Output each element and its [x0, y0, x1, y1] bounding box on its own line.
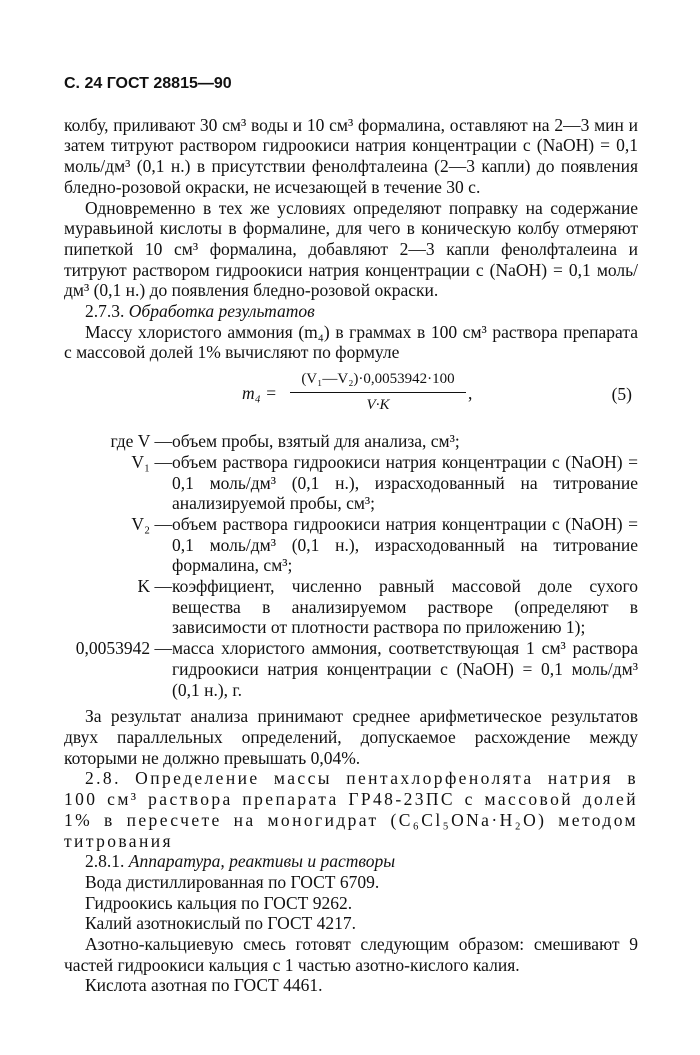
paragraph-result: За результат анализа принимают среднее арифметическое результатов двух параллельных определений, допускаемое расхождение между которыми не должно превышать 0,04%.	[64, 706, 638, 768]
formula-denominator: V·K	[366, 396, 390, 413]
page-header: С. 24 ГОСТ 28815—90	[64, 75, 232, 92]
section-number: 2.8.1.	[85, 851, 125, 872]
definition-desc: коэффициент, численно равный массовой доле сухого вещества в анализируемом растворе (определяют в зависимости от плотности раствора по приложению 1);	[172, 576, 638, 638]
formula-lhs: m₄ =	[242, 383, 277, 404]
definition-item	[64, 638, 638, 700]
definition-desc: объем раствора гидроокиси натрия концентрации c (NaOH) = 0,1 моль/дм³ (0,1 н.), израсходованный на титрование формалина, см³;	[172, 513, 638, 576]
section-2-8-1-heading	[64, 851, 638, 872]
list-item-water: Вода дистиллированная по ГОСТ 6709.	[85, 871, 380, 892]
formula-comma: ,	[468, 383, 473, 404]
definition-item	[64, 576, 638, 638]
list-item-potassium-nitrate: Калий азотнокислый по ГОСТ 4217.	[85, 913, 357, 934]
section-title: Аппаратура, реактивы и растворы	[128, 851, 396, 872]
formula-fraction	[290, 369, 466, 415]
definition-term: V₁ —	[131, 451, 172, 472]
formula-definitions	[64, 431, 638, 700]
formula-numerator: (V₁—V₂)·0,0053942·100	[290, 369, 466, 393]
definition-desc: объем пробы, взятый для анализа, см³;	[172, 431, 460, 452]
list-item-calcium-hydroxide: Гидроокись кальция по ГОСТ 9262.	[85, 892, 353, 913]
definition-item	[64, 514, 638, 576]
definition-term: V₂ —	[131, 513, 172, 534]
paragraph-nitrate-calcium-mix: Азотно-кальциевую смесь готовят следующим образом: смешивают 9 частей гидроокиси кальция с 1 частью азотно-кислого калия.	[64, 934, 638, 975]
section-2-8-heading: 2.8. Определение массы пентахлорфенолята натрия в 100 см³ раствора препарата ГР48-23ПС с массовой долей 1% в пересчете на моногидрат (C₆Cl₅ONa·H₂O) методом титрования	[64, 768, 638, 851]
paragraph-formic-acid-correction: Одновременно в тех же условиях определяют поправку на содержание муравьиной кислоты в формалине, для чего в коническую колбу отмеряют пипеткой 10 см³ формалина, добавляют 2—3 капли фенолфталеина и титруют раствором гидроокиси натрия концентрации c (NaOH) = 0,1 моль/дм³ (0,1 н.) до появления бледно-розовой окраски.	[64, 197, 638, 301]
paragraph-titration: колбу, приливают 30 см³ воды и 10 см³ формалина, оставляют на 2—3 мин и затем титруют раствором гидроокиси натрия концентрации c (NaOH) = 0,1 моль/дм³ (0,1 н.) в присутствии фенолфталеина (2—3 капли) до появления бледно-розовой окраски, не исчезающей в течение 30 с.	[64, 114, 638, 197]
section-title: Обработка результатов	[128, 301, 315, 322]
section-number: 2.7.3.	[85, 301, 125, 322]
definition-term: K —	[137, 576, 172, 597]
definition-term: 0,0053942 —	[75, 638, 172, 659]
formula-5	[64, 365, 638, 427]
definition-desc: объем раствора гидроокиси натрия концентрации c (NaOH) = 0,1 моль/дм³ (0,1 н.), израсходованный на титрование анализируемой пробы, см³;	[172, 451, 638, 514]
paragraph-mass-formula-intro: Массу хлористого аммония (m₄) в граммах в 100 см³ раствора препарата с массовой долей 1% вычисляют по формуле	[64, 321, 638, 363]
definition-desc: масса хлористого аммония, соответствующая 1 см³ раствора гидроокиси натрия концентрации c (NaOH) = 0,1 моль/дм³ (0,1 н.), г.	[172, 638, 638, 700]
formula-number: (5)	[611, 384, 632, 405]
document-page	[64, 74, 638, 996]
definition-item	[64, 431, 638, 452]
definition-item	[64, 452, 638, 514]
section-2-7-3-heading	[64, 301, 638, 322]
definition-term: где V —	[110, 431, 172, 452]
list-item-nitric-acid: Кислота азотная по ГОСТ 4461.	[85, 975, 323, 996]
